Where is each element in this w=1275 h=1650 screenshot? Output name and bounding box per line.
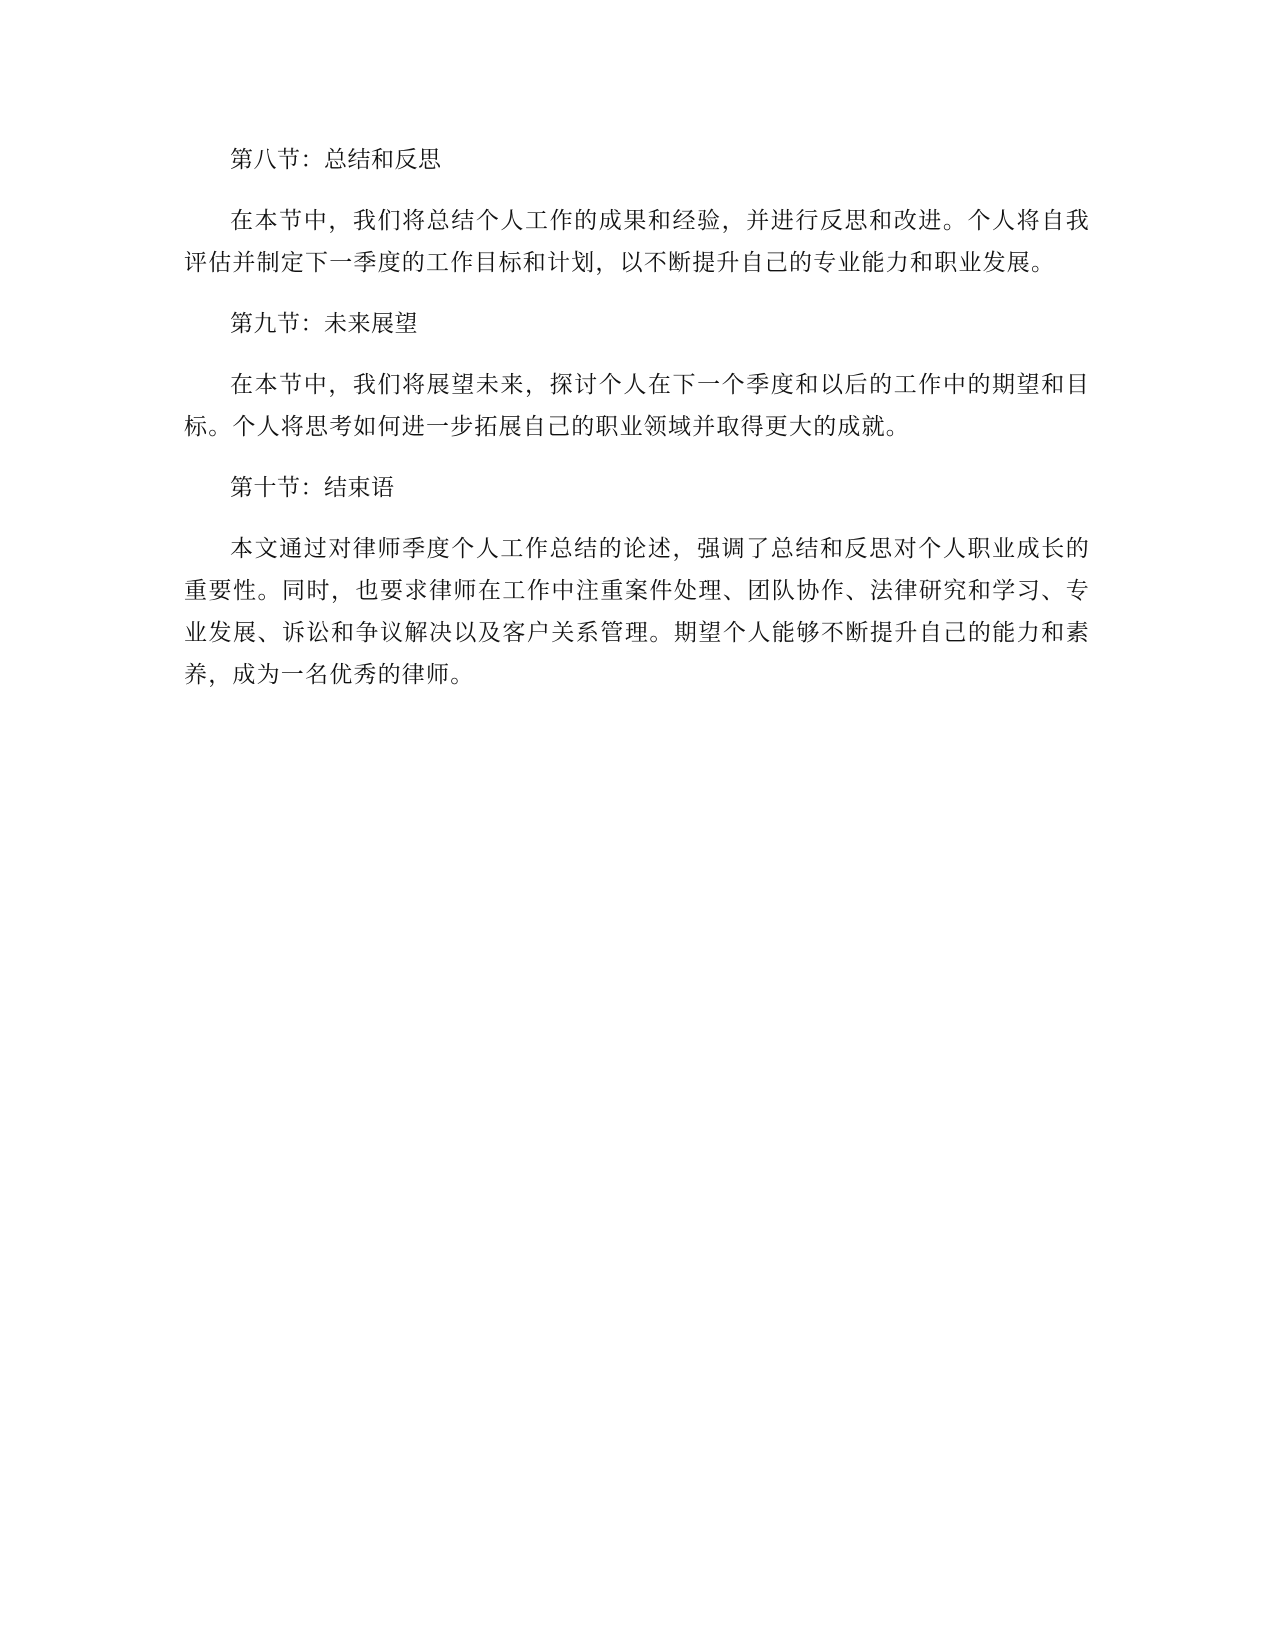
section-heading: 第九节：未来展望: [230, 311, 418, 337]
document-body: [184, 140, 1090, 716]
section-paragraph: 在本节中，我们将展望未来，探讨个人在下一个季度和以后的工作中的期望和目标。个人将思考如何进一步拓展自己的职业领域并取得更大的成就。: [184, 372, 1090, 440]
section-heading: 第八节：总结和反思: [230, 147, 442, 173]
section-heading: 第十节：结束语: [230, 475, 395, 501]
section-paragraph: 在本节中，我们将总结个人工作的成果和经验，并进行反思和改进。个人将自我评估并制定下一季度的工作目标和计划，以不断提升自己的专业能力和职业发展。: [184, 208, 1090, 276]
section-paragraph: 本文通过对律师季度个人工作总结的论述，强调了总结和反思对个人职业成长的重要性。同时，也要求律师在工作中注重案件处理、团队协作、法律研究和学习、专业发展、诉讼和争议解决以及客户关系管理。期望个人能够不断提升自己的能力和素养，成为一名优秀的律师。: [184, 536, 1090, 688]
